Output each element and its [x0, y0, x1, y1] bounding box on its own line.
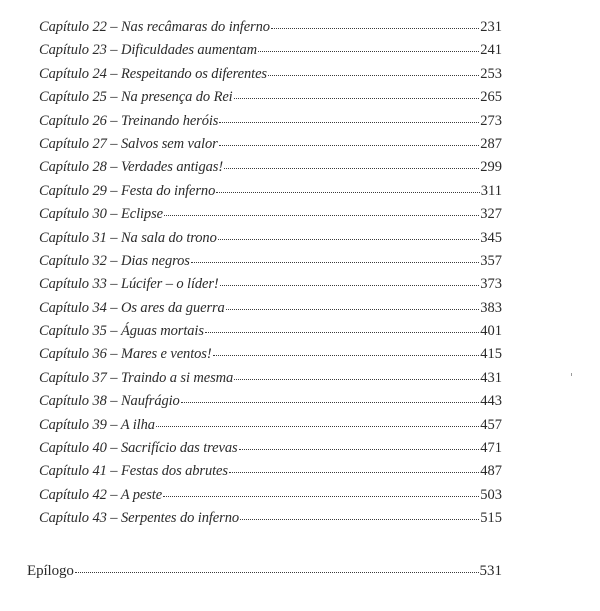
toc-entry-page: 383 — [480, 299, 502, 316]
dot-leader — [240, 518, 479, 520]
toc-entry-title: Capítulo 40 – Sacrifício das trevas — [39, 440, 238, 457]
dot-leader — [268, 74, 479, 76]
dot-leader — [219, 121, 479, 123]
toc-entry-title: Capítulo 37 – Traindo a si mesma — [39, 369, 234, 386]
toc-entry — [39, 42, 502, 65]
dot-leader — [164, 214, 479, 216]
toc-entry-title: Capítulo 34 – Os ares da guerra — [39, 299, 225, 316]
dot-leader — [224, 167, 479, 169]
dot-leader — [163, 495, 479, 497]
table-of-contents — [39, 19, 502, 534]
toc-entry-title: Capítulo 26 – Treinando heróis — [39, 112, 219, 129]
toc-entry-page: 287 — [480, 135, 502, 152]
toc-entry-page: 241 — [480, 42, 502, 59]
dot-leader — [219, 144, 480, 146]
toc-entry — [39, 183, 502, 206]
dot-leader — [226, 308, 480, 310]
toc-entry — [39, 417, 502, 440]
toc-entry-page: 457 — [480, 416, 502, 433]
toc-entry-title: Capítulo 39 – A ilha — [39, 416, 155, 433]
toc-entry-page: 327 — [480, 206, 502, 223]
toc-entry — [39, 463, 502, 486]
toc-entry-page: 311 — [480, 182, 502, 199]
toc-entry-title: Capítulo 25 – Na presença do Rei — [39, 89, 233, 106]
toc-entry-page: 443 — [480, 393, 502, 410]
toc-entry — [39, 136, 502, 159]
dot-leader — [258, 50, 479, 52]
toc-entry-page: 471 — [480, 440, 502, 457]
toc-entry — [39, 66, 502, 89]
dot-leader — [218, 238, 480, 240]
toc-entry — [39, 440, 502, 463]
dot-leader — [239, 448, 480, 450]
toc-entry — [39, 393, 502, 416]
toc-entry — [39, 300, 502, 323]
toc-entry-title: Capítulo 27 – Salvos sem valor — [39, 135, 218, 152]
toc-entry-page: 431 — [480, 369, 502, 386]
dot-leader — [234, 378, 479, 380]
toc-entry-title: Capítulo 41 – Festas dos abrutes — [39, 463, 228, 480]
toc-entry-page: 415 — [480, 346, 502, 363]
dot-leader — [271, 27, 479, 29]
dot-leader — [181, 401, 480, 403]
toc-entry-title: Capítulo 31 – Na sala do trono — [39, 229, 217, 246]
dot-leader — [213, 354, 480, 356]
toc-entry-title: Epílogo — [27, 563, 74, 579]
toc-entry — [39, 253, 502, 276]
toc-entry-epilogue — [27, 563, 502, 580]
toc-entry-page: 531 — [479, 563, 502, 579]
toc-entry — [39, 276, 502, 299]
dot-leader — [191, 261, 479, 263]
toc-entry-page: 373 — [480, 276, 502, 293]
toc-entry-title: Capítulo 36 – Mares e ventos! — [39, 346, 212, 363]
toc-entry-title: Capítulo 35 – Águas mortais — [39, 323, 204, 340]
toc-entry — [39, 89, 502, 112]
toc-entry-page: 357 — [480, 252, 502, 269]
toc-entry-title: Capítulo 30 – Eclipse — [39, 206, 163, 223]
toc-entry — [39, 19, 502, 42]
toc-entry-page: 231 — [480, 19, 502, 35]
toc-entry — [39, 230, 502, 253]
toc-entry — [39, 159, 502, 182]
toc-entry — [39, 113, 502, 136]
toc-entry — [39, 346, 502, 369]
toc-entry-page: 515 — [480, 510, 502, 527]
toc-entry-title: Capítulo 23 – Dificuldades aumentam — [39, 42, 258, 59]
dot-leader — [156, 425, 479, 427]
dot-leader — [216, 191, 480, 193]
toc-entry-page: 345 — [480, 229, 502, 246]
toc-entry-title: Capítulo 29 – Festa do inferno — [39, 182, 216, 199]
toc-entry — [39, 487, 502, 510]
toc-entry-title: Capítulo 24 – Respeitando os diferentes — [39, 65, 267, 82]
toc-entry-page: 401 — [480, 323, 502, 340]
scan-speck — [571, 373, 572, 376]
toc-entry-title: Capítulo 28 – Verdades antigas! — [39, 159, 224, 176]
toc-entry-page: 487 — [480, 463, 502, 480]
toc-entry-title: Capítulo 43 – Serpentes do inferno — [39, 510, 239, 527]
toc-entry — [39, 323, 502, 346]
dot-leader — [229, 471, 479, 473]
toc-entry — [39, 370, 502, 393]
toc-entry-title: Capítulo 42 – A peste — [39, 486, 163, 503]
dot-leader — [75, 571, 479, 573]
dot-leader — [220, 284, 480, 286]
toc-entry-page: 265 — [480, 89, 502, 106]
toc-entry-page: 503 — [480, 486, 502, 503]
toc-entry-page: 253 — [480, 65, 502, 82]
toc-entry-title: Capítulo 33 – Lúcifer – o líder! — [39, 276, 219, 293]
toc-entry-page: 273 — [480, 112, 502, 129]
toc-entry-page: 299 — [480, 159, 502, 176]
toc-entry-title: Capítulo 32 – Dias negros — [39, 252, 190, 269]
toc-entry-title: Capítulo 38 – Naufrágio — [39, 393, 180, 410]
toc-entry — [39, 206, 502, 229]
dot-leader — [205, 331, 479, 333]
toc-entry — [39, 510, 502, 533]
dot-leader — [234, 97, 480, 99]
toc-entry-title: Capítulo 22 – Nas recâmaras do inferno — [39, 19, 270, 35]
